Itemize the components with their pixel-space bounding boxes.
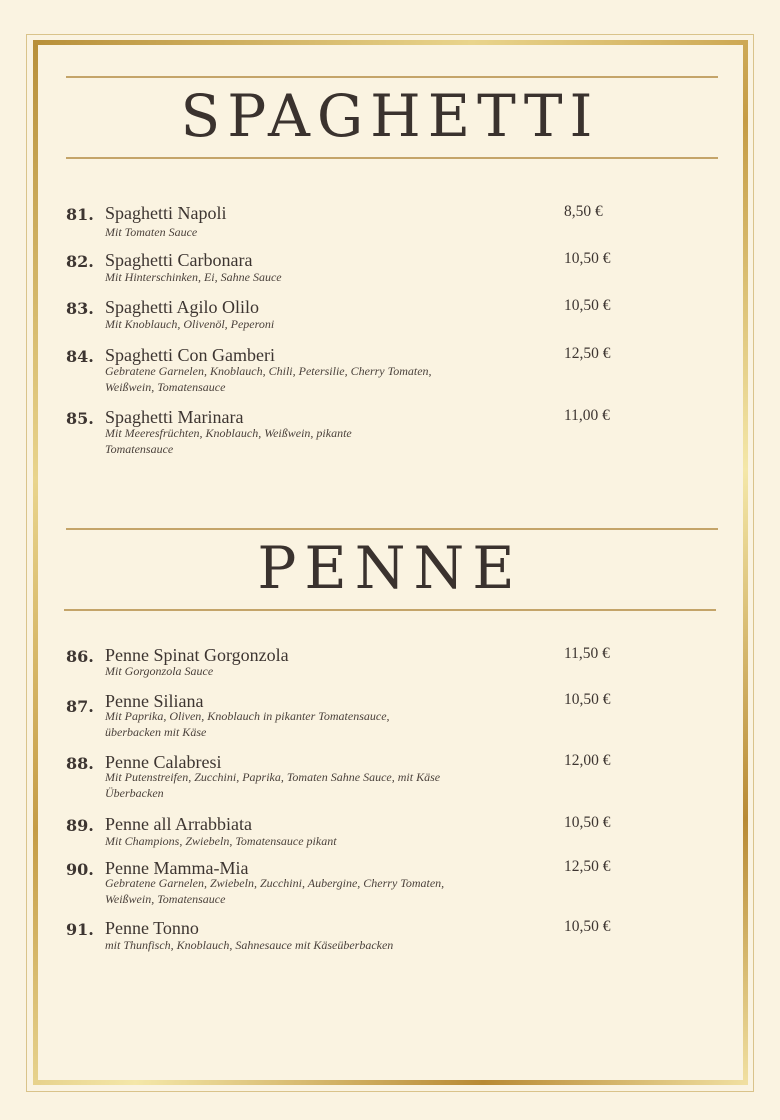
item-name: Penne Mamma-Mia — [105, 858, 249, 878]
item-price: 11,00 € — [564, 407, 610, 424]
item-price: 10,50 € — [564, 814, 611, 831]
item-price: 8,50 € — [564, 203, 603, 220]
item-name: Penne all Arrabbiata — [105, 814, 252, 834]
item-number: 85. — [66, 409, 94, 428]
item-name: Spaghetti Carbonara — [105, 250, 253, 270]
item-name: Penne Calabresi — [105, 752, 222, 772]
item-price: 10,50 € — [564, 297, 611, 314]
item-description: Mit Gorgonzola Sauce — [105, 664, 214, 678]
item-price: 10,50 € — [564, 918, 611, 935]
section-title-penne: PENNE — [257, 534, 523, 602]
divider-rule — [66, 528, 718, 530]
item-description: Mit Hinterschinken, Ei, Sahne Sauce — [105, 270, 282, 284]
item-name: Penne Siliana — [105, 691, 204, 711]
item-description: Mit Tomaten Sauce — [105, 225, 198, 239]
section-title-spaghetti: SPAGHETTI — [180, 82, 600, 150]
item-number: 87. — [66, 697, 94, 716]
item-name: Spaghetti Marinara — [105, 407, 244, 427]
item-number: 91. — [66, 920, 94, 939]
divider-rule — [66, 76, 718, 78]
item-name: Penne Tonno — [105, 918, 199, 938]
item-price: 11,50 € — [564, 645, 610, 662]
item-description: Gebratene Garnelen, Zwiebeln, Zucchini, Aubergine, Cherry Tomaten, Weißwein, Tomatensauce — [105, 876, 445, 906]
divider-rule — [66, 157, 718, 159]
item-number: 81. — [66, 205, 94, 224]
item-number: 90. — [66, 860, 94, 879]
item-description: Mit Champions, Zwiebeln, Tomatensauce pikant — [105, 834, 337, 848]
item-number: 86. — [66, 647, 94, 666]
item-price: 12,00 € — [564, 752, 611, 769]
item-price: 10,50 € — [564, 691, 611, 708]
item-description: Mit Meeresfrüchten, Knoblauch, Weißwein, pikante Tomatensauce — [105, 426, 352, 456]
item-name: Penne Spinat Gorgonzola — [105, 645, 289, 665]
item-number: 82. — [66, 252, 94, 271]
item-description: Gebratene Garnelen, Knoblauch, Chili, Petersilie, Cherry Tomaten, Weißwein, Tomatensauce — [105, 364, 432, 394]
item-number: 89. — [66, 816, 94, 835]
item-description: Mit Paprika, Oliven, Knoblauch in pikanter Tomatensauce, überbacken mit Käse — [105, 709, 390, 739]
item-number: 83. — [66, 299, 94, 318]
item-number: 84. — [66, 347, 94, 366]
item-name: Spaghetti Napoli — [105, 203, 227, 223]
item-price: 12,50 € — [564, 858, 611, 875]
item-price: 10,50 € — [564, 250, 611, 267]
item-description: Mit Knoblauch, Olivenöl, Peperoni — [105, 317, 275, 331]
item-description: Mit Putenstreifen, Zucchini, Paprika, Tomaten Sahne Sauce, mit Käse Überbacken — [105, 770, 441, 800]
item-description: mit Thunfisch, Knoblauch, Sahnesauce mit Käseüberbacken — [105, 938, 394, 952]
item-number: 88. — [66, 754, 94, 773]
item-name: Spaghetti Con Gamberi — [105, 345, 275, 365]
divider-rule — [64, 609, 716, 611]
item-name: Spaghetti Agilo Olilo — [105, 297, 260, 317]
item-price: 12,50 € — [564, 345, 611, 362]
